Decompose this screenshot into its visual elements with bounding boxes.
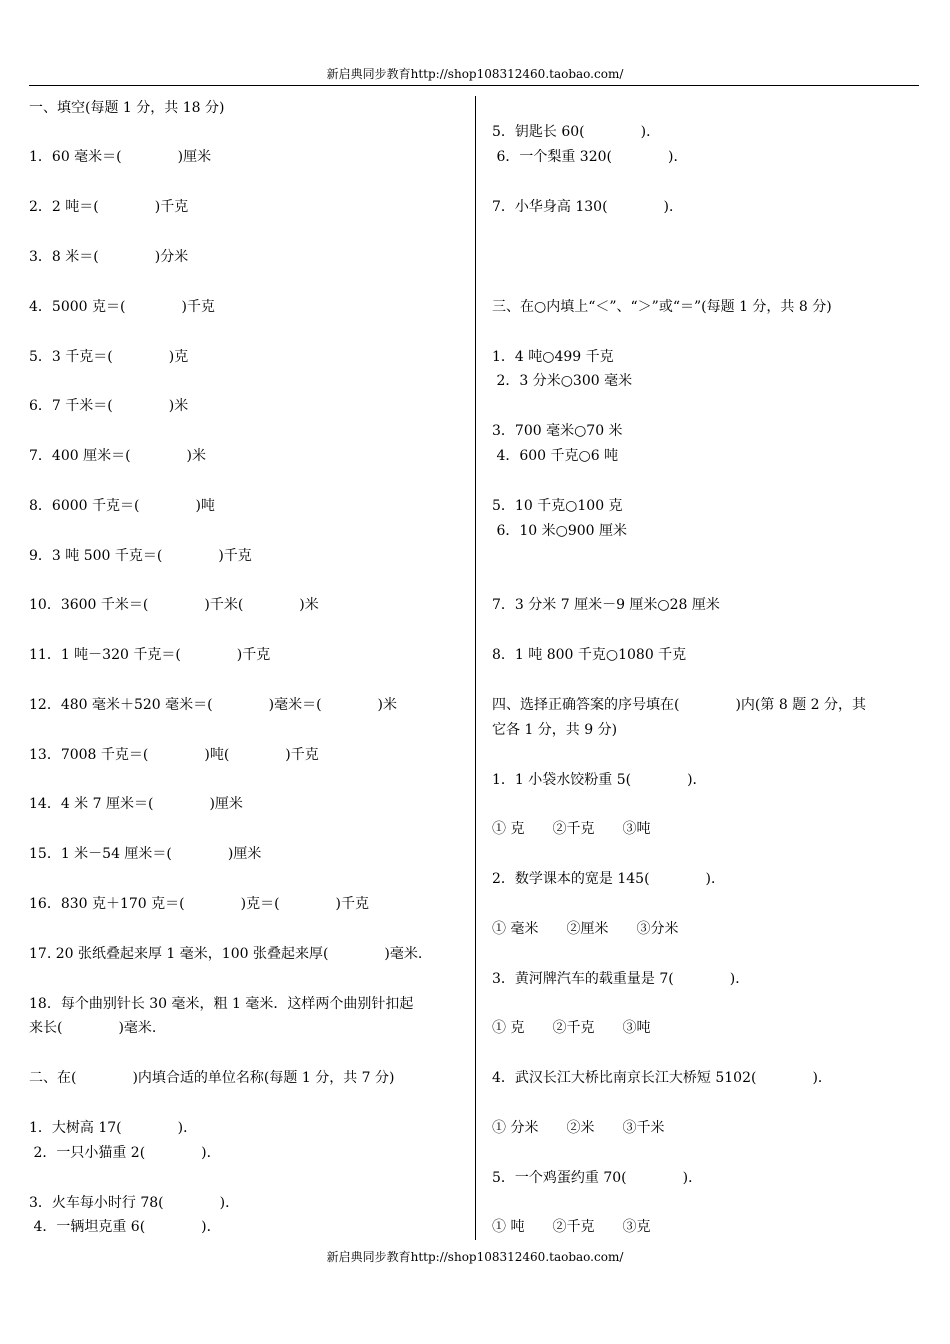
- question-line: 11．1 吨－320 千克＝( )千克: [29, 647, 271, 663]
- question-line: 4．武汉长江大桥比南京长江大桥短 5102( )．: [492, 1070, 832, 1086]
- answer-options: ① 毫米 ②厘米 ③分米: [492, 921, 679, 937]
- question-line: 1．1 小袋水饺粉重 5( )．: [492, 772, 707, 788]
- question-line: 1．大树高 17( )．: [29, 1120, 198, 1136]
- question-line: 16．830 克＋170 克＝( )克＝( )千克: [29, 896, 370, 912]
- question-line: 3．8 米＝( )分米: [29, 249, 189, 265]
- page-footer: 新启典同步教育http://shop108312460.taobao.com/: [326, 1250, 624, 1264]
- question-line: 14．4 米 7 厘米＝( )厘米: [29, 796, 243, 812]
- answer-options: ① 吨 ②千克 ③克: [492, 1219, 651, 1235]
- question-line: 3．700 毫米○70 米: [492, 423, 623, 439]
- section-1-title: 一、填空(每题 1 分，共 18 分): [29, 100, 225, 116]
- question-line: 5．钥匙长 60( )．: [492, 124, 661, 140]
- question-line: 来长( )毫米.: [29, 1020, 157, 1036]
- question-line: 2．3 分米○300 毫米: [492, 373, 633, 389]
- question-line: 2．一只小猫重 2( )．: [29, 1145, 221, 1161]
- question-line: 6．一个梨重 320( )．: [492, 149, 688, 165]
- header-rule: [29, 85, 919, 86]
- question-line: 2．数学课本的宽是 145( )．: [492, 871, 726, 887]
- answer-options: ① 克 ②千克 ③吨: [492, 821, 651, 837]
- question-line: 5．一个鸡蛋约重 70( )．: [492, 1170, 703, 1186]
- question-line: 3．火车每小时行 78( )．: [29, 1195, 240, 1211]
- question-line: 4．5000 克＝( )千克: [29, 299, 215, 315]
- section-4-title: 四、选择正确答案的序号填在( )内(第 8 题 2 分，其: [492, 697, 866, 713]
- question-line: 2．2 吨＝( )千克: [29, 199, 189, 215]
- question-line: 10．3600 千米＝( )千米( )米: [29, 597, 319, 613]
- question-line: 3．黄河牌汽车的载重量是 7( )．: [492, 971, 750, 987]
- question-line: 1．60 毫米＝( )厘米: [29, 149, 212, 165]
- answer-options: ① 分米 ②米 ③千米: [492, 1120, 665, 1136]
- question-line: 6．7 千米＝( )米: [29, 398, 189, 414]
- question-line: 18．每个曲别针长 30 毫米，粗 1 毫米．这样两个曲别针扣起: [29, 996, 414, 1012]
- page-header: 新启典同步教育http://shop108312460.taobao.com/: [326, 67, 624, 81]
- question-line: 7．400 厘米＝( )米: [29, 448, 207, 464]
- section-4-title-cont: 它各 1 分，共 9 分): [492, 722, 618, 738]
- answer-options: ① 克 ②千克 ③吨: [492, 1020, 651, 1036]
- question-line: 7．3 分米 7 厘米－9 厘米○28 厘米: [492, 597, 720, 613]
- question-line: 7．小华身高 130( )．: [492, 199, 684, 215]
- question-line: 4．一辆坦克重 6( )．: [29, 1219, 221, 1235]
- question-line: 5．3 千克＝( )克: [29, 349, 189, 365]
- question-line: 6．10 米○900 厘米: [492, 523, 628, 539]
- section-3-title: 三、在○内填上“＜”、“＞”或“＝”(每题 1 分，共 8 分): [492, 299, 832, 315]
- question-line: 13．7008 千克＝( )吨( )千克: [29, 747, 319, 763]
- column-divider: [475, 96, 476, 1240]
- question-line: 1．4 吨○499 千克: [492, 349, 614, 365]
- question-line: 4．600 千克○6 吨: [492, 448, 619, 464]
- question-line: 17. 20 张纸叠起来厚 1 毫米，100 张叠起来厚( )毫米.: [29, 946, 423, 962]
- question-line: 8．1 吨 800 千克○1080 千克: [492, 647, 687, 663]
- question-line: 15．1 米－54 厘米＝( )厘米: [29, 846, 262, 862]
- question-line: 9．3 吨 500 千克＝( )千克: [29, 548, 252, 564]
- question-line: 5．10 千克○100 克: [492, 498, 623, 514]
- question-line: 8．6000 千克＝( )吨: [29, 498, 215, 514]
- section-2-title: 二、在( )内填合适的单位名称(每题 1 分，共 7 分): [29, 1070, 395, 1086]
- question-line: 12．480 毫米＋520 毫米＝( )毫米＝( )米: [29, 697, 398, 713]
